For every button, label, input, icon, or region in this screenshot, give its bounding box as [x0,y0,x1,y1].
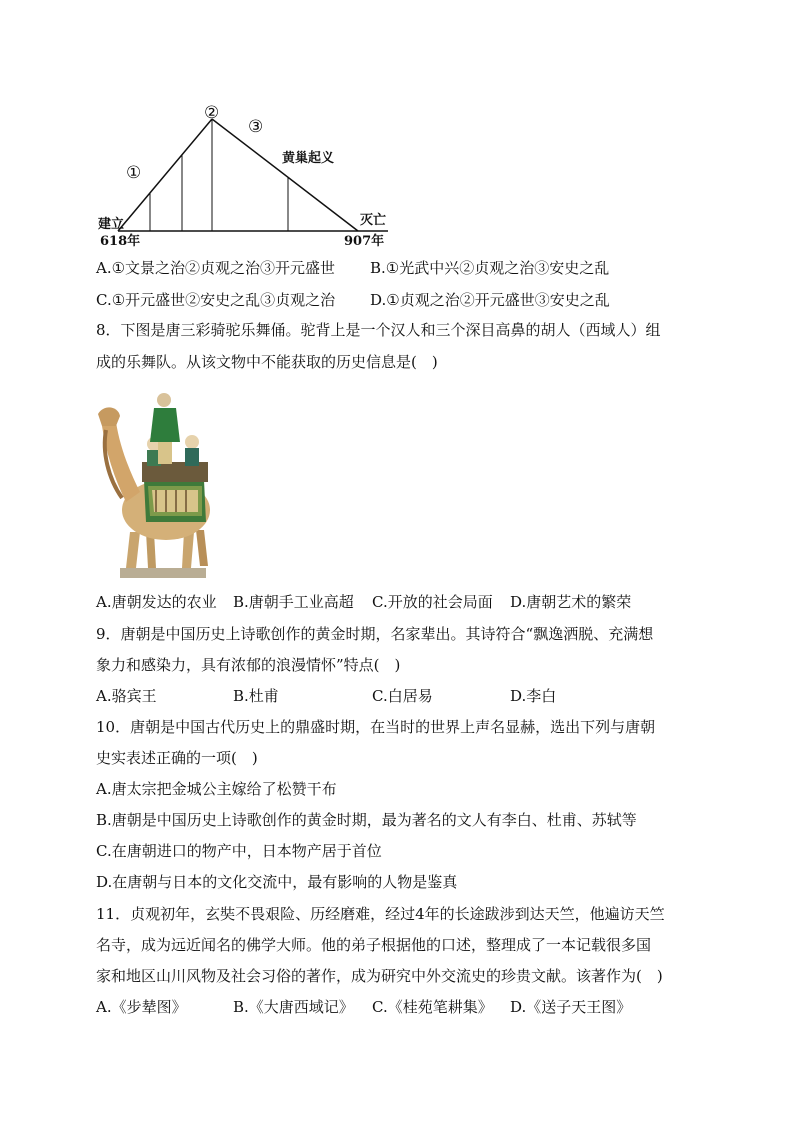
q7-option-b[interactable]: B.①光武中兴②贞观之治③安史之乱 [370,259,610,277]
q10-stem-line1: 10．唐朝是中国古代历史上的鼎盛时期，在当时的世界上声名显赫，选出下列与唐朝 [96,718,656,736]
tang-dynasty-diagram [88,98,398,253]
q7-option-a[interactable]: A.①文景之治②贞观之治③开元盛世 [96,259,336,277]
marker-2: ② [204,103,220,123]
end-year: 907年 [344,234,385,249]
start-year: 618年 [100,234,141,249]
end-label: 灭亡 [360,213,387,228]
q9-stem-line2: 象力和感染力，具有浓郁的浪漫情怀”特点( ) [96,656,401,674]
q11-option-b[interactable]: B.《大唐西域记》 [233,998,354,1016]
q9-option-d[interactable]: D.李白 [510,687,557,705]
q8-stem-line1: 8．下图是唐三彩骑驼乐舞俑。驼背上是一个汉人和三个深目高鼻的胡人（西域人）组 [96,321,661,339]
q10-stem-line2: 史实表述正确的一项( ) [96,749,258,767]
tang-sancai-camel-figurine-image [96,382,214,582]
q9-stem-line1: 9．唐朝是中国历史上诗歌创作的黄金时期，名家辈出。其诗符合“飘逸洒脱、充满想 [96,625,654,643]
q8-option-a[interactable]: A.唐朝发达的农业 [96,593,217,611]
q11-stem-line2: 名寺，成为远近闻名的佛学大师。他的弟子根据他的口述，整理成了一本记载很多国 [96,936,652,954]
q10-option-b[interactable]: B.唐朝是中国历史上诗歌创作的黄金时期，最为著名的文人有李白、杜甫、苏轼等 [96,811,637,829]
q9-option-a[interactable]: A.骆宾王 [96,687,157,705]
marker-3: ③ [248,117,264,137]
q7-option-c[interactable]: C.①开元盛世②安史之乱③贞观之治 [96,291,336,309]
q8-option-b[interactable]: B.唐朝手工业高超 [233,593,354,611]
q11-stem-line1: 11．贞观初年，玄奘不畏艰险、历经磨难，经过4年的长途跋涉到达天竺，他遍访天竺 [96,905,665,923]
q11-stem-line3: 家和地区山川风物及社会习俗的著作，成为研究中外交流史的珍贵文献。该著作为( ) [96,967,663,985]
q9-option-c[interactable]: C.白居易 [372,687,433,705]
q11-option-a[interactable]: A.《步辇图》 [96,998,187,1016]
q8-option-d[interactable]: D.唐朝艺术的繁荣 [510,593,632,611]
q10-option-c[interactable]: C.在唐朝进口的物产中，日本物产居于首位 [96,842,382,860]
q10-option-a[interactable]: A.唐太宗把金城公主嫁给了松赞干布 [96,780,337,798]
event-label: 黄巢起义 [282,151,335,166]
start-label: 建立 [98,217,125,232]
q8-option-c[interactable]: C.开放的社会局面 [372,593,493,611]
q7-option-d[interactable]: D.①贞观之治②开元盛世③安史之乱 [370,291,610,309]
q10-option-d[interactable]: D.在唐朝与日本的文化交流中，最有影响的人物是鉴真 [96,873,458,891]
q9-option-b[interactable]: B.杜甫 [233,687,279,705]
q8-stem-line2: 成的乐舞队。从该文物中不能获取的历史信息是( ) [96,353,438,371]
q11-option-d[interactable]: D.《送子天王图》 [510,998,632,1016]
marker-1: ① [126,163,142,183]
q11-option-c[interactable]: C.《桂苑笔耕集》 [372,998,493,1016]
